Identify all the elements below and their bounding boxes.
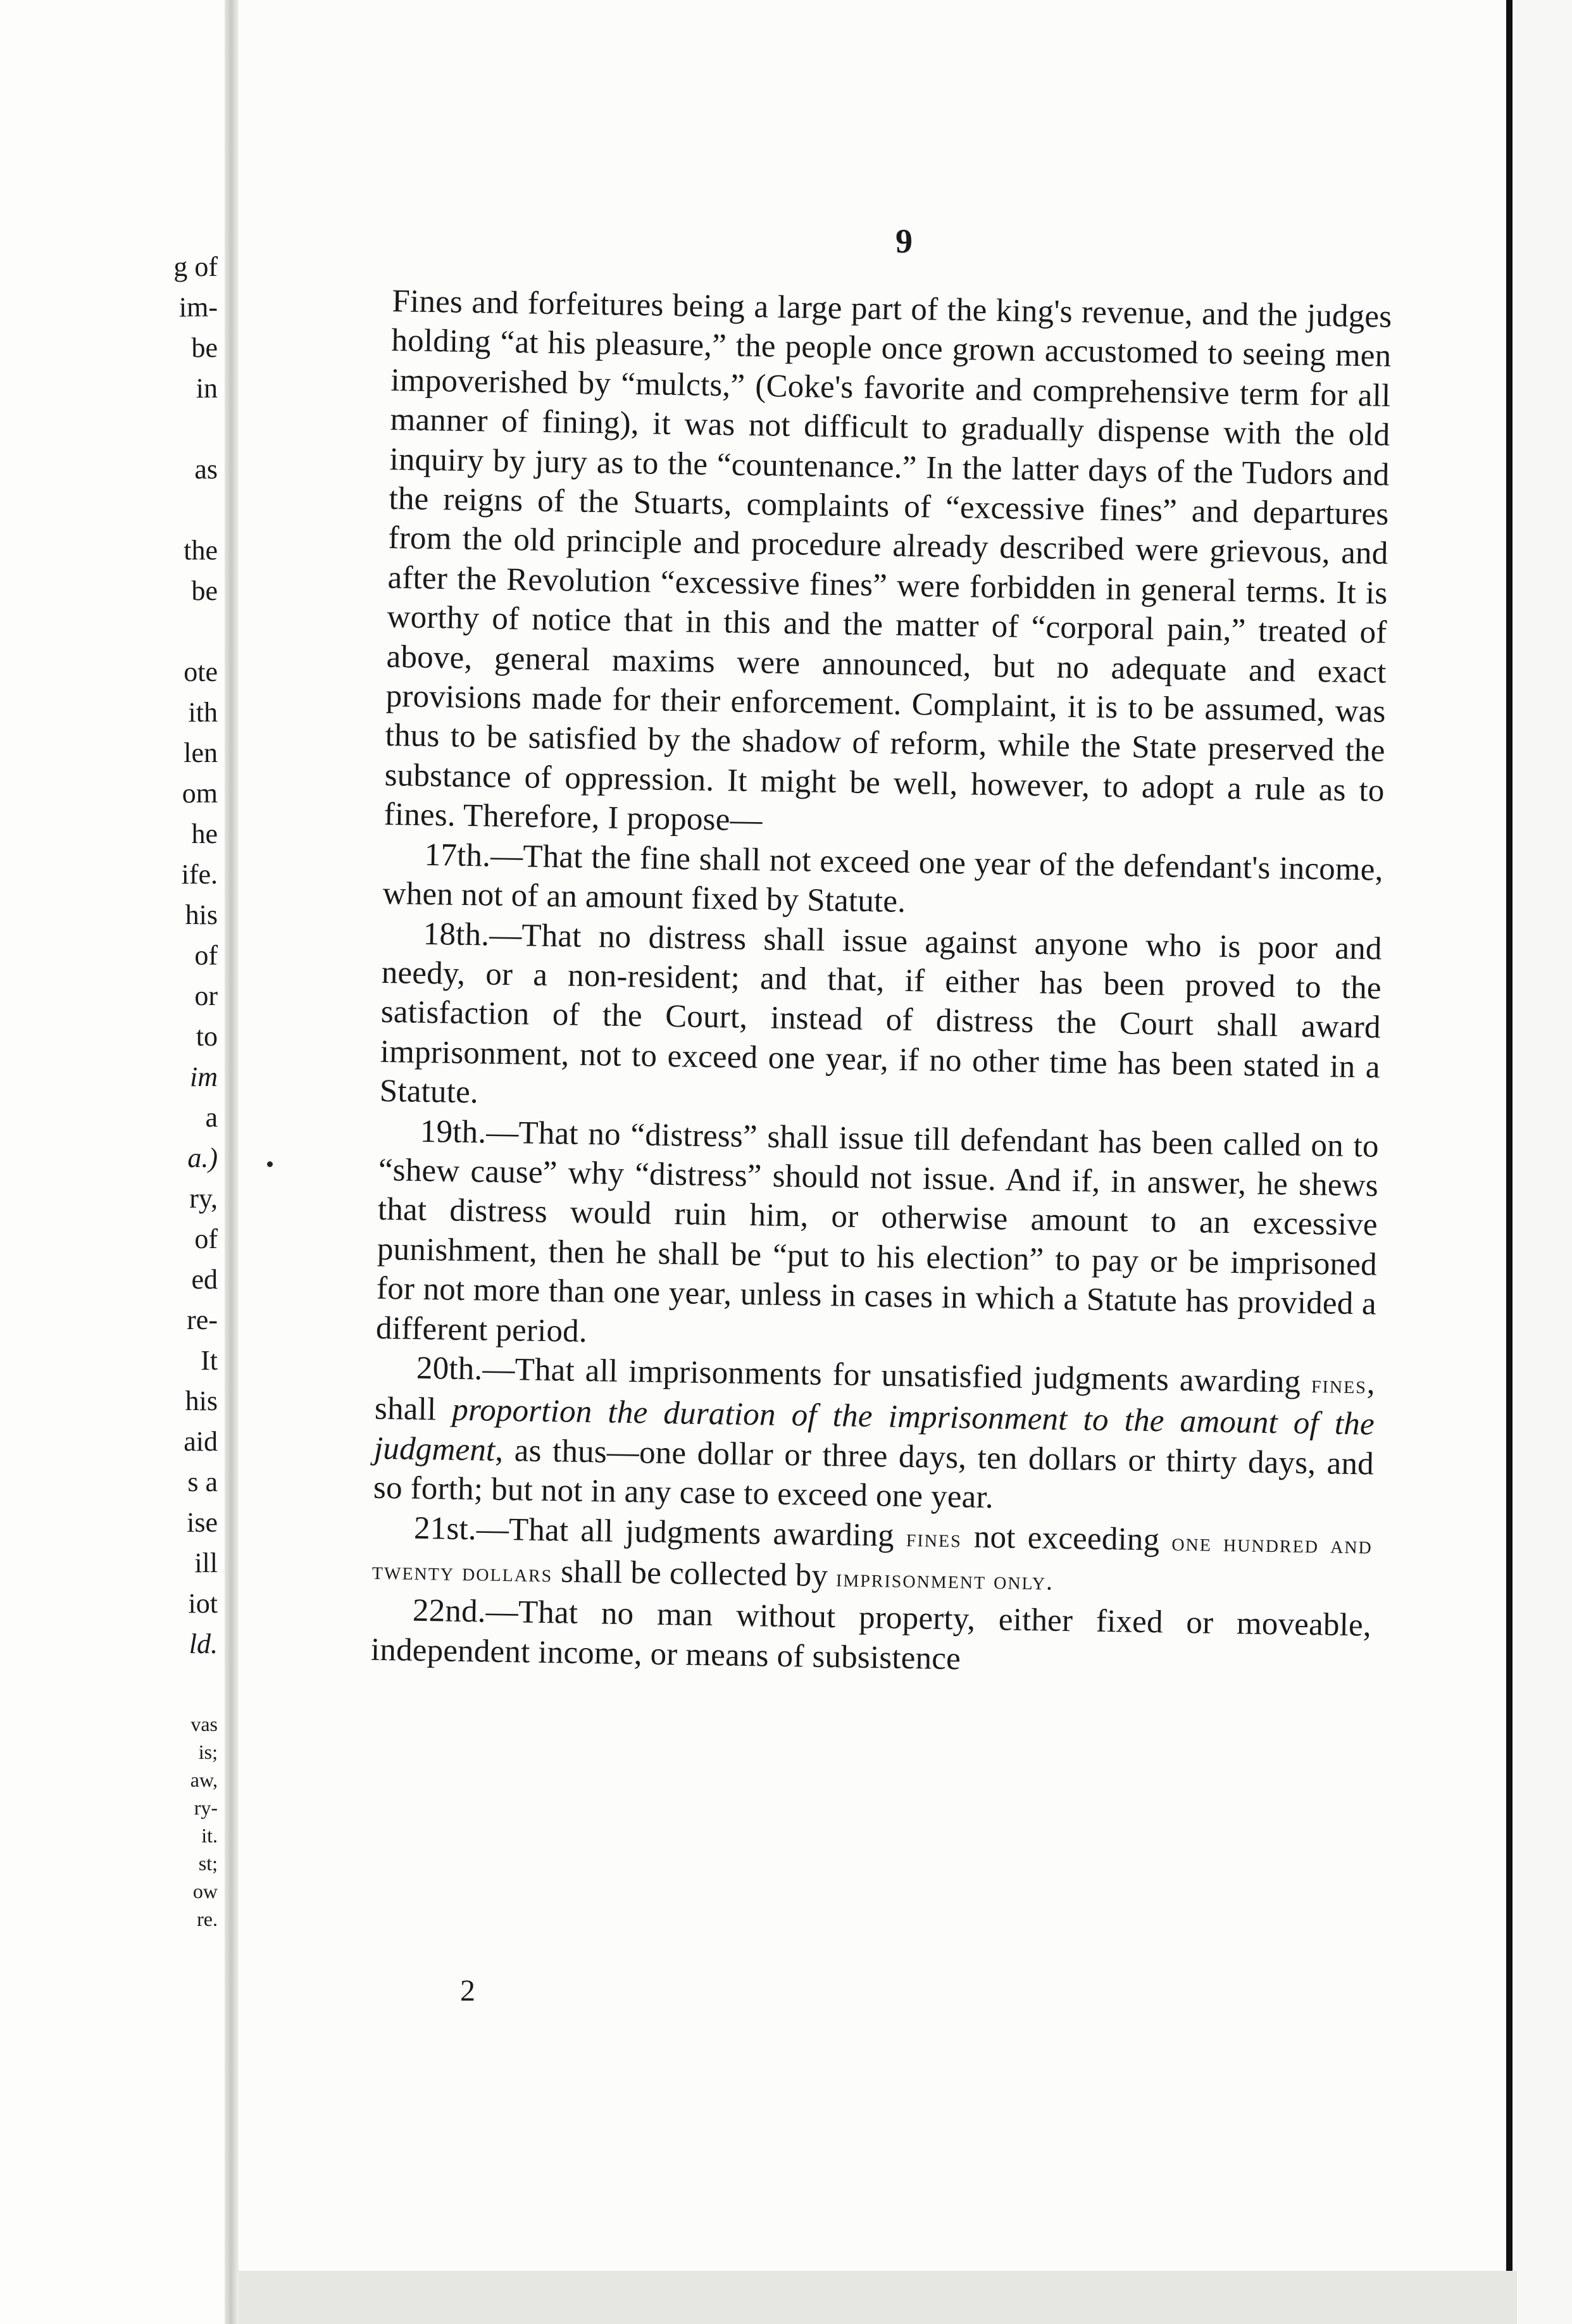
left-fragment: ry, (189, 1183, 218, 1214)
left-fragment: om (182, 778, 218, 809)
left-fragment: ill (194, 1547, 218, 1578)
rule-21-imprisonment: imprisonment only. (835, 1563, 1054, 1596)
signature-mark: 2 (460, 1974, 475, 2008)
left-fragment: of (194, 940, 218, 971)
left-fragment: he (191, 818, 218, 849)
left-fragment-small: st; (198, 1852, 218, 1875)
stray-ink-mark (267, 1161, 273, 1167)
left-fragment: im (190, 1061, 218, 1092)
left-fragment: as (194, 454, 218, 485)
left-fragment: ld. (189, 1628, 218, 1659)
rule-21-amount: one hundred and twenty dollars (371, 1527, 1373, 1588)
left-fragment: im- (178, 292, 218, 323)
rule-22: 22nd.—That no man without property, either fixed or moveable, independent income, or means of subsistence (370, 1593, 1372, 1677)
page-number: 9 (895, 222, 913, 260)
rule-18: 18th.—That no distress shall issue against anyone who is poor and needy, or a non-resident; and that, if either has been proved to the satisfaction of the Court, instead of distress the Court shall award imprisonment, not to exceed one year, if no other time has been stated in a Statute. (379, 916, 1383, 1111)
left-fragment-small: re. (197, 1908, 218, 1930)
rule-21 (372, 1508, 1373, 1606)
left-fragment (123, 409, 218, 449)
scan-bottom-border (239, 2271, 1517, 2324)
left-fragment: or (194, 980, 218, 1011)
rule-20 (373, 1348, 1376, 1523)
rule-20-text-a: 20th.—That all imprisonments for unsatisfied judgments awarding (416, 1350, 1301, 1400)
left-fragment: a.) (187, 1142, 218, 1173)
left-fragment: len (184, 737, 218, 768)
left-fragment: ise (187, 1507, 218, 1538)
left-fragment: re- (187, 1304, 218, 1335)
left-fragment: in (196, 373, 218, 404)
rule-21-text-b: not exceeding (973, 1519, 1160, 1558)
left-fragment: ote (184, 656, 218, 687)
left-fragment: his (185, 1385, 218, 1416)
left-fragment (123, 490, 218, 530)
left-fragment: ith (188, 697, 218, 728)
left-fragment: ife. (181, 859, 218, 890)
rule-21-text-a: 21st.—That all judgments awarding (413, 1510, 895, 1554)
rule-21-fines: fines (906, 1523, 963, 1552)
left-fragment-small: it. (201, 1824, 218, 1847)
left-fragment: s a (187, 1466, 218, 1497)
left-page-text-fragments (123, 247, 228, 1933)
left-fragment-small: ow (192, 1880, 218, 1902)
left-fragment: be (191, 332, 218, 363)
rule-20-italic: proportion the duration of the imprisonment to the amount of the judgment (373, 1392, 1375, 1468)
left-fragment-small: aw, (190, 1768, 218, 1791)
rule-20-text-c: , as thus—one dollar or three days, ten dollars or thirty days, and so forth; but not in any case to exceed one year. (373, 1432, 1375, 1516)
left-fragment: ed (191, 1264, 218, 1295)
left-fragment: the (184, 535, 218, 566)
rule-21-text-c: shall be collected by (560, 1554, 828, 1594)
left-fragment: g of (173, 251, 218, 282)
left-fragment: to (196, 1021, 218, 1052)
rule-17: 17th.—That the fine shall not exceed one year of the defendant's income, when not of an amount fixed by Statute. (382, 837, 1384, 920)
left-fragment-small: ry- (194, 1796, 218, 1819)
rule-20-text-b: , shall (374, 1365, 1376, 1428)
left-fragment (123, 611, 218, 652)
left-fragment: be (191, 575, 218, 606)
book-gutter (225, 0, 239, 2324)
left-fragment-small: is; (198, 1740, 218, 1763)
left-fragment: a (205, 1102, 218, 1133)
rule-20-fines: fines (1311, 1369, 1368, 1399)
left-page-fragment (0, 0, 228, 2324)
page-body-text (371, 282, 1392, 1685)
intro-paragraph: Fines and forfeitures being a large part of the king's revenue, and the judges holding “at his pleasure,” the people once grown accustomed to seeing men impoverished by “mulcts,” (Coke's favorite and comprehensive term for all manner of fining), it was not difficult to gradually dispense with the old inquiry by jury as to the “countenance.” In the latter days of the Tudors and the reigns of the Stuarts, complaints of “excessive fines” and departures from the old principle and procedure already described were grievous, and after the Revolution “excessive fines” were forbidden in general terms. It is worthy of notice that in this and the matter of “corporal pain,” treated of above, general maxims were announced, but no adequate and exact provisions made for their enforcement. Complaint, it is to be assumed, was thus to be satisfied by the shadow of reform, while the State preserved the substance of oppression. It might be well, however, to adopt a rule as to fines. Therefore, I propose— (384, 283, 1392, 839)
left-fragment: of (194, 1223, 218, 1254)
left-fragment: aid (184, 1426, 218, 1457)
scan-right-border (1506, 0, 1572, 2324)
left-fragment: his (185, 899, 218, 930)
left-fragment-small: vas (190, 1713, 218, 1735)
rule-19: 19th.—That no “distress” shall issue till defendant has been called on to “shew cause” why “distress” should not issue. And if, in answer, he shews that distress would ruin him, or otherwise amount to an excessive punishment, then he shall be “put to his election” to pay or be imprisoned for not more than one year, unless in cases in which a Statute has provided a different period. (375, 1113, 1380, 1349)
left-fragment: iot (188, 1588, 218, 1619)
left-fragment: It (201, 1345, 218, 1376)
